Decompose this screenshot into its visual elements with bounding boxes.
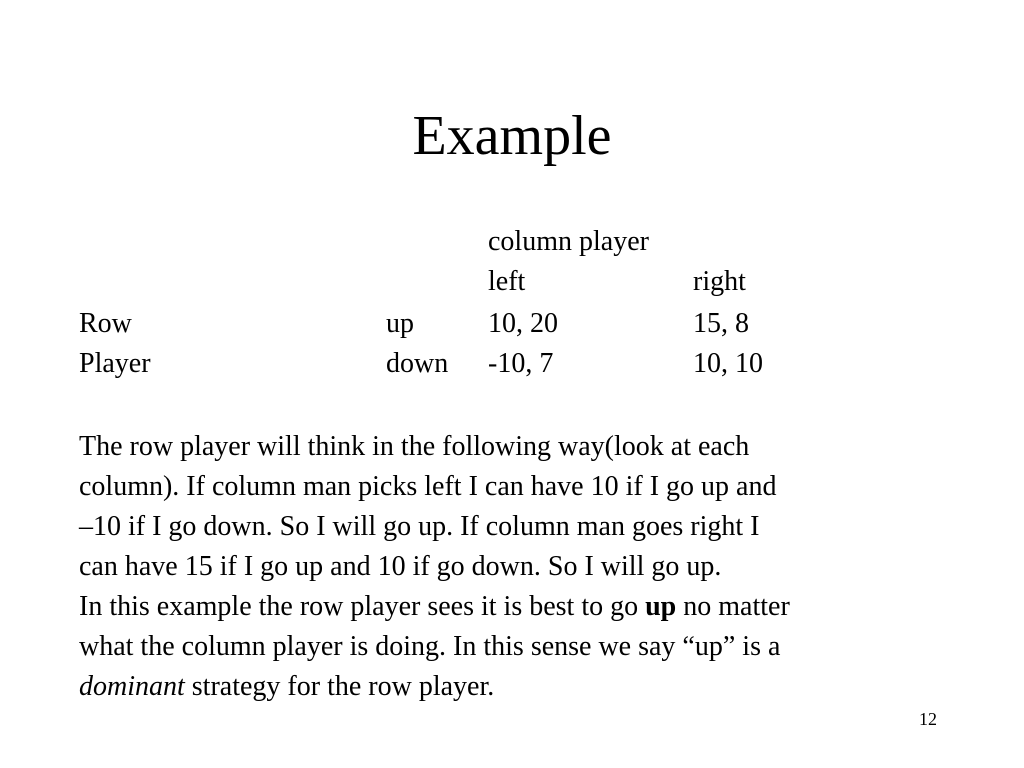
slide-title: Example bbox=[412, 105, 612, 167]
explanation-line: column). If column man picks left I can have 10 if I go up and bbox=[79, 471, 777, 502]
row-label-player: Player bbox=[79, 348, 151, 379]
conclusion-text: no matter bbox=[676, 591, 790, 622]
explanation-line: The row player will think in the following way(look at each bbox=[79, 431, 750, 462]
slide-number: 12 bbox=[919, 709, 937, 729]
column-label-right: right bbox=[693, 266, 746, 297]
conclusion-line bbox=[79, 587, 979, 627]
column-player-header: column player bbox=[488, 226, 649, 257]
payoff-up-right: 15, 8 bbox=[693, 308, 749, 339]
explanation-line: –10 if I go down. So I will go up. If column man goes right I bbox=[79, 511, 760, 542]
explanation-paragraph bbox=[79, 427, 979, 707]
payoff-up-left: 10, 20 bbox=[488, 308, 558, 339]
emphasis-up: up bbox=[645, 591, 677, 622]
row-action-up: up bbox=[386, 308, 414, 339]
conclusion-text: In this example the row player sees it is best to go bbox=[79, 591, 646, 622]
row-label-row: Row bbox=[79, 308, 132, 339]
conclusion-line bbox=[79, 667, 979, 707]
conclusion-line: what the column player is doing. In this sense we say “up” is a bbox=[79, 631, 781, 662]
payoff-down-left: -10, 7 bbox=[488, 348, 554, 379]
emphasis-dominant: dominant bbox=[79, 671, 185, 702]
payoff-down-right: 10, 10 bbox=[693, 348, 763, 379]
row-action-down: down bbox=[386, 348, 449, 379]
explanation-line: can have 15 if I go up and 10 if go down. So I will go up. bbox=[79, 551, 722, 582]
column-label-left: left bbox=[488, 266, 526, 297]
conclusion-text: strategy for the row player. bbox=[184, 671, 495, 702]
